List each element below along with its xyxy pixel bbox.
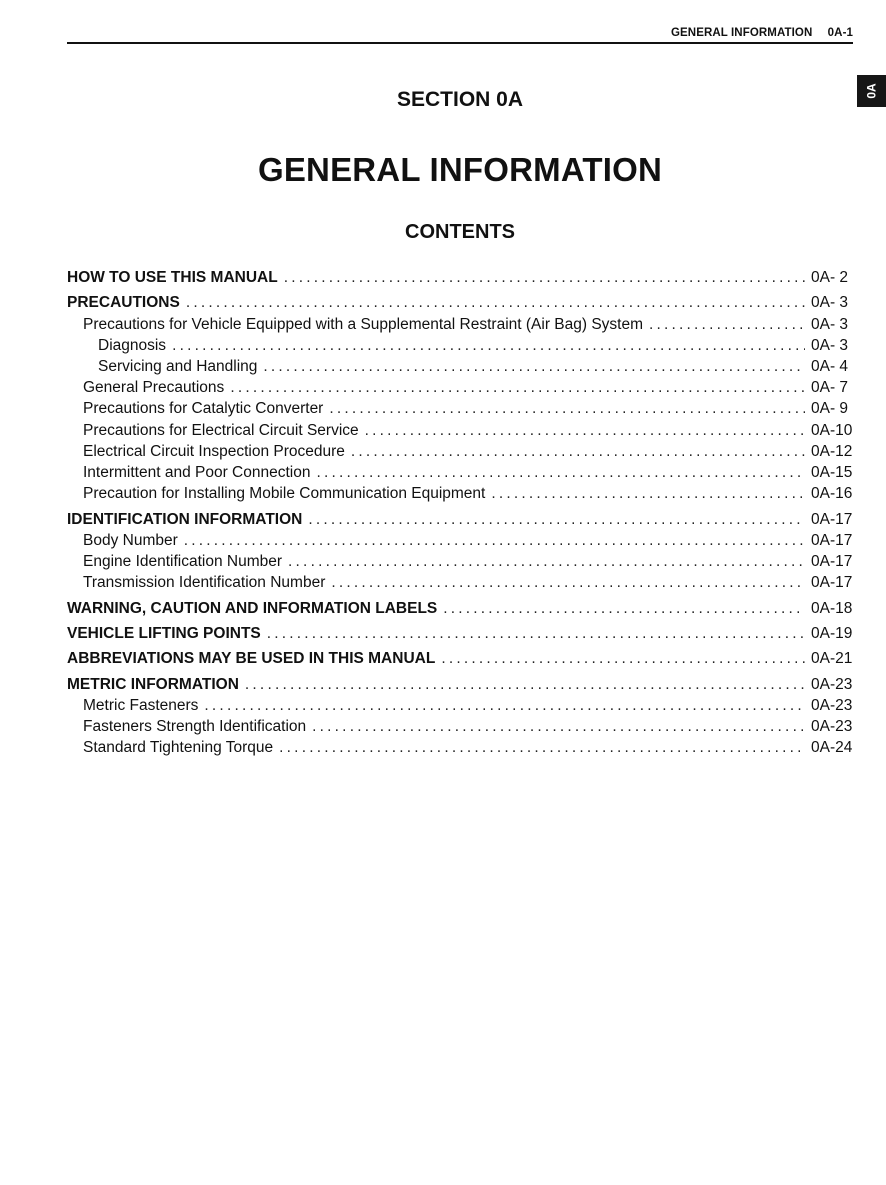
- toc-entry-page: 0A-17: [811, 531, 853, 549]
- toc-entry-title: Transmission Identification Number: [83, 574, 326, 592]
- toc-entry-title: Precautions for Vehicle Equipped with a Supplemental Restraint (Air Bag) System: [83, 315, 644, 333]
- toc-entry-title: METRIC INFORMATION: [67, 675, 239, 693]
- toc-entry-page: 0A-17: [811, 510, 853, 528]
- toc-entry[interactable]: [67, 648, 855, 669]
- toc-entry[interactable]: [67, 737, 855, 758]
- toc-entry[interactable]: [67, 377, 855, 398]
- dot-leader: [172, 335, 805, 356]
- dot-leader: [263, 356, 805, 377]
- running-title: GENERAL INFORMATION: [670, 27, 813, 39]
- toc-entry[interactable]: [67, 462, 855, 483]
- toc-entry[interactable]: [67, 572, 855, 593]
- dot-leader: [312, 716, 805, 737]
- dot-leader: [331, 572, 805, 593]
- dot-leader: [186, 292, 805, 313]
- toc-entry[interactable]: [67, 398, 855, 419]
- toc-entry-page: 0A-23: [811, 675, 853, 693]
- table-of-contents: [67, 267, 855, 759]
- toc-entry-page: 0A-23: [811, 718, 853, 736]
- toc-entry[interactable]: [67, 420, 855, 441]
- toc-entry-title: ABBREVIATIONS MAY BE USED IN THIS MANUAL: [67, 650, 436, 668]
- contents-heading: CONTENTS: [405, 221, 515, 243]
- toc-entry-title: Electrical Circuit Inspection Procedure: [83, 442, 345, 460]
- toc-entry-title: WARNING, CAUTION AND INFORMATION LABELS: [67, 599, 438, 617]
- toc-entry-title: Engine Identification Number: [83, 553, 283, 571]
- toc-entry-page: 0A-18: [811, 599, 853, 617]
- toc-entry-page: 0A-10: [811, 421, 853, 439]
- dot-leader: [184, 530, 805, 551]
- toc-entry[interactable]: [67, 509, 855, 530]
- toc-entry[interactable]: [67, 623, 855, 644]
- toc-entry-page: 0A-23: [811, 696, 853, 714]
- page-number: 0A-1: [827, 27, 853, 39]
- dot-leader: [649, 314, 805, 335]
- toc-entry[interactable]: [67, 530, 855, 551]
- section-label: SECTION 0A: [396, 88, 524, 111]
- toc-entry-page: 0A- 7: [811, 379, 849, 397]
- toc-entry-title: Diagnosis: [98, 336, 167, 354]
- toc-entry-page: 0A-12: [811, 442, 853, 460]
- toc-entry-page: 0A-17: [811, 574, 853, 592]
- page-title: GENERAL INFORMATION: [257, 151, 663, 188]
- toc-entry-page: 0A- 3: [811, 294, 849, 312]
- dot-leader: [279, 737, 805, 758]
- toc-entry-page: 0A-15: [811, 464, 853, 482]
- dot-leader: [230, 377, 805, 398]
- dot-leader: [443, 598, 805, 619]
- toc-entry[interactable]: [67, 716, 855, 737]
- running-header: [671, 27, 853, 39]
- toc-entry-page: 0A-19: [811, 625, 853, 642]
- toc-entry-page: 0A- 4: [811, 358, 849, 375]
- dot-leader: [329, 398, 805, 419]
- toc-entry-page: 0A-21: [811, 650, 853, 668]
- dot-leader: [284, 267, 805, 288]
- toc-entry-title: Precaution for Installing Mobile Communication Equipment: [83, 485, 486, 503]
- toc-entry-page: 0A- 2: [811, 269, 849, 286]
- section-tab-label: 0A: [864, 83, 879, 99]
- toc-entry[interactable]: [67, 267, 855, 288]
- toc-entry[interactable]: [67, 483, 855, 504]
- toc-entry-title: Intermittent and Poor Connection: [83, 464, 311, 482]
- toc-entry-title: Precautions for Catalytic Converter: [83, 400, 324, 418]
- toc-entry[interactable]: [67, 598, 855, 619]
- toc-entry[interactable]: [67, 292, 855, 313]
- toc-entry-title: Fasteners Strength Identification: [83, 718, 307, 736]
- header-rule: [67, 42, 853, 44]
- toc-entry[interactable]: [67, 695, 855, 716]
- toc-entry-title: IDENTIFICATION INFORMATION: [67, 510, 303, 528]
- dot-leader: [267, 623, 805, 644]
- toc-entry-title: PRECAUTIONS: [67, 294, 180, 312]
- dot-leader: [351, 441, 805, 462]
- toc-entry[interactable]: [67, 551, 855, 572]
- toc-entry[interactable]: [67, 441, 855, 462]
- toc-entry-title: General Precautions: [83, 379, 225, 397]
- toc-entry[interactable]: [67, 674, 855, 695]
- dot-leader: [204, 695, 805, 716]
- dot-leader: [316, 462, 805, 483]
- toc-entry-page: 0A- 9: [811, 400, 849, 418]
- toc-entry[interactable]: [67, 314, 855, 335]
- toc-entry-title: Metric Fasteners: [83, 696, 199, 714]
- dot-leader: [491, 483, 805, 504]
- dot-leader: [308, 509, 805, 530]
- dot-leader: [441, 648, 805, 669]
- toc-entry-page: 0A-24: [811, 739, 853, 757]
- toc-entry-page: 0A-16: [811, 485, 853, 503]
- toc-entry-page: 0A-17: [811, 553, 853, 571]
- toc-entry-title: Body Number: [83, 531, 178, 549]
- toc-entry-page: 0A- 3: [811, 315, 849, 333]
- dot-leader: [365, 420, 805, 441]
- toc-entry[interactable]: [67, 356, 855, 377]
- toc-entry-title: VEHICLE LIFTING POINTS: [67, 625, 261, 642]
- toc-entry[interactable]: [67, 335, 855, 356]
- toc-entry-title: Standard Tightening Torque: [83, 739, 274, 757]
- toc-entry-title: HOW TO USE THIS MANUAL: [67, 269, 278, 286]
- dot-leader: [288, 551, 805, 572]
- toc-entry-title: Precautions for Electrical Circuit Service: [83, 421, 359, 439]
- toc-entry-page: 0A- 3: [811, 336, 849, 354]
- toc-entry-title: Servicing and Handling: [98, 358, 258, 375]
- dot-leader: [245, 674, 805, 695]
